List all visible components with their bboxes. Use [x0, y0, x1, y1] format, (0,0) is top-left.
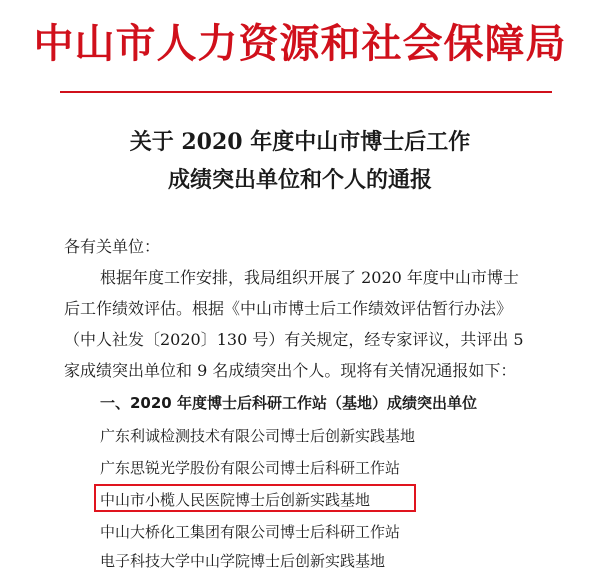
paragraph-line-1: 根据年度工作安排，我局组织开展了 2020 年度中山市博士	[100, 268, 519, 287]
paragraph-line-2: 后工作绩效评估。根据《中山市博士后工作绩效评估暂行办法》	[64, 299, 513, 318]
document-title-line-2: 成绩突出单位和个人的通报	[167, 167, 432, 193]
unit-list-item-highlighted: 中山市小榄人民医院博士后创新实践基地	[100, 491, 371, 509]
document-title-line-1: 关于 2020 年度中山市博士后工作	[129, 129, 471, 155]
unit-list-item: 广东思锐光学股份有限公司博士后科研工作站	[100, 459, 401, 477]
salutation: 各有关单位：	[64, 237, 161, 256]
highlight-box	[94, 484, 416, 512]
header-divider-line	[60, 91, 552, 93]
agency-header-title: 中山市人力资源和社会保障局	[33, 20, 567, 67]
unit-list-item: 广东利诚检测技术有限公司博士后创新实践基地	[100, 427, 416, 445]
unit-list-item: 中山大桥化工集团有限公司博士后科研工作站	[100, 523, 401, 541]
paragraph-line-3: （中人社发〔2020〕130 号）有关规定，经专家评议，共评出 5	[64, 330, 524, 349]
section-heading: 一、2020 年度博士后科研工作站（基地）成绩突出单位	[100, 394, 477, 412]
unit-list-item: 电子科技大学中山学院博士后创新实践基地	[100, 552, 386, 570]
paragraph-line-4: 家成绩突出单位和 9 名成绩突出个人。现将有关情况通报如下：	[64, 361, 517, 380]
